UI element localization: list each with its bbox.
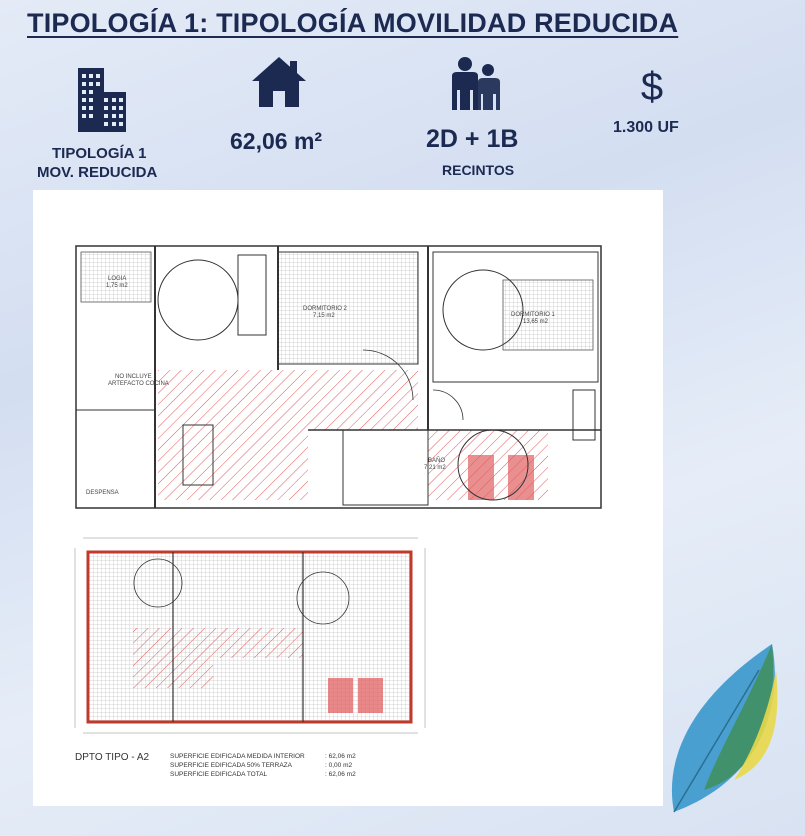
- label-dormitorio1-area: 13,65 m2: [523, 319, 549, 325]
- feature-rooms-sub: RECINTOS: [442, 162, 515, 178]
- label-no-incluye: NO INCLUYE: [115, 374, 152, 380]
- label-dormitorio2-area: 7,15 m2: [313, 313, 335, 319]
- floor-plan-card: [33, 190, 663, 806]
- leaf-decoration-icon: [664, 640, 784, 820]
- dollar-icon: [638, 66, 666, 108]
- label-bano-area: 7,21 m2: [424, 465, 446, 471]
- floor-plan-main: [33, 190, 663, 520]
- floor-plan-secondary: [33, 528, 663, 758]
- summary-row-1-value: : 62,06 m2: [325, 753, 356, 760]
- summary-title: DPTO TIPO - A2: [75, 752, 150, 763]
- feature-rooms-value: 2D + 1B: [426, 125, 519, 153]
- label-logia: LOGIA: [108, 276, 127, 282]
- people-icon: [448, 56, 504, 112]
- summary-row-1-label: SUPERFICIE EDIFICADA MEDIDA INTERIOR: [170, 753, 305, 760]
- building-icon: [76, 66, 128, 134]
- house-icon: [250, 55, 308, 109]
- label-bano: BAÑO: [428, 458, 446, 464]
- summary-row-2-label: SUPERFICIE EDIFICADA 50% TERRAZA: [170, 762, 292, 769]
- summary-row-3-label: SUPERFICIE EDIFICADA TOTAL: [170, 771, 268, 778]
- feature-typology-line2: MOV. REDUCIDA: [37, 164, 158, 181]
- svg-text:$: $: [640, 66, 664, 108]
- feature-typology-line1: TIPOLOGÍA 1: [52, 145, 147, 162]
- label-artefactos: ARTEFACTO COCINA: [108, 381, 169, 387]
- label-dormitorio1: DORMITORIO 1: [511, 312, 555, 318]
- feature-price-value: 1.300 UF: [613, 119, 679, 136]
- summary-row-3-value: : 62,06 m2: [325, 771, 356, 778]
- page-title: TIPOLOGÍA 1: TIPOLOGÍA MOVILIDAD REDUCIDA: [27, 8, 679, 38]
- label-dormitorio2: DORMITORIO 2: [303, 306, 347, 312]
- summary-row-2-value: : 0,00 m2: [325, 762, 353, 769]
- feature-area-value: 62,06 m²: [230, 128, 323, 154]
- label-logia-area: 1,75 m2: [106, 283, 128, 289]
- label-despensa: DESPENSA: [86, 490, 119, 496]
